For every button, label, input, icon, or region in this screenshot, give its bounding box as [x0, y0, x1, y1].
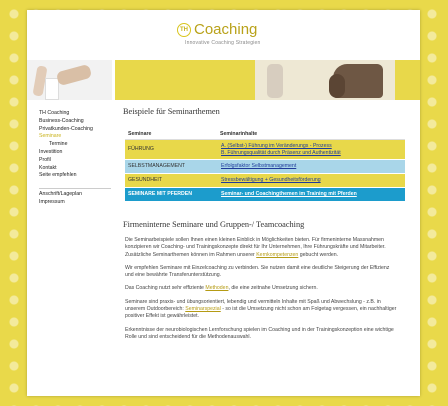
row-seminar-selbstmanagement: SELBSTMANAGEMENT: [128, 163, 186, 169]
nav-item-profil[interactable]: Profil: [39, 156, 51, 163]
nav-item-kontakt[interactable]: Kontakt: [39, 164, 57, 171]
nav-item-seminare[interactable]: Seminare: [39, 133, 62, 140]
link-fuehrung-b[interactable]: B. Führungsqualität durch Präsenz und Authentizität: [221, 150, 341, 156]
paragraph-text: Das Coaching nutzt sehr effiziente: [125, 285, 204, 292]
header: [27, 10, 420, 60]
link-seminarspezial[interactable]: Seminarspezial: [185, 306, 221, 313]
paragraph-text: , die eine zeitnahe Umsetzung sichern.: [228, 285, 318, 292]
paragraph: [125, 237, 399, 259]
sidebar-nav: [39, 110, 117, 207]
seminar-table: [125, 129, 405, 202]
nav-item-business-coaching[interactable]: Business-Coaching: [39, 117, 84, 124]
link-kernkompetenzen[interactable]: Kernkompetenzen: [256, 251, 299, 258]
col-header-inhalte: Seminarinhalte: [220, 131, 258, 137]
paragraph: Wir empfehlen Seminare mit Einzelcoaching zu verbinden. Sie nutzen damit eine deutliche Steigerung der Effizienz und eine bewährte Transferunterstützung.: [125, 264, 390, 279]
logo-tagline: Innovative Coaching Strategien: [185, 40, 261, 46]
paragraph-text: Seminare sind praxis- und übungsorientiert, lebendig und vermitteln Inhalte mit Spaß und Abwechslung - z.B. in unserem Outdoorbereich:: [125, 298, 381, 313]
col-header-seminare: Seminare: [128, 131, 152, 137]
link-methoden[interactable]: Methoden: [205, 285, 229, 292]
banner-handshake-image: [27, 60, 112, 100]
firm-paragraphs: [125, 237, 399, 347]
logo-mark-icon: TH: [177, 23, 191, 37]
link-selbstmanagement[interactable]: Erfolgsfaktor Selbstmanagement: [221, 163, 297, 169]
nav-item-privatkunden-coaching[interactable]: Privatkunden-Coaching: [39, 125, 93, 132]
table-row: [125, 140, 405, 160]
page-container: [27, 10, 420, 396]
row-seminar-gesundheit: GESUNDHEIT: [128, 177, 163, 183]
banner-horse-image: [255, 60, 395, 100]
seminar-heading: Beispiele für Seminarthemen: [123, 107, 220, 116]
paragraph: [125, 285, 399, 292]
table-header: [125, 129, 405, 140]
link-fuehrung-a[interactable]: A. (Selbst-) Führung im Veränderungs - Prozess: [221, 143, 332, 149]
table-row: [125, 188, 405, 202]
paragraph-text: gebucht werden.: [299, 251, 339, 258]
nav-item-th-coaching[interactable]: TH Coaching: [39, 110, 70, 116]
link-pferde[interactable]: Seminar- und Coachingthemen im Training mit Pferden: [221, 191, 357, 197]
banner-yellow-strip: [115, 60, 420, 100]
nav-item-seite-empfehlen[interactable]: Seite empfehlen: [39, 172, 77, 179]
firm-heading: Firmeninterne Seminare und Gruppen-/ Teamcoaching: [123, 220, 305, 229]
paragraph-text: - so ist die Umsetzung nicht schon am Folgetag vergessen, ein nachhaltiger positiver Effekt ist gewährleistet.: [125, 306, 397, 320]
paragraph: [125, 299, 399, 321]
nav-divider: [39, 188, 111, 189]
row-seminar-pferde: SEMINARE MIT PFERDEN: [128, 191, 192, 197]
nav-item-anschrift[interactable]: Anschrift/Lageplan: [39, 191, 82, 198]
row-seminar-fuehrung: FÜHRUNG: [128, 146, 154, 152]
paragraph: Erkenntnisse der neurobiologischen Lernforschung spielen im Coaching und in der Trainingskonzeption eine wichtige Rolle und sind entscheidend für die Methodenauswahl.: [125, 326, 394, 340]
logo-name: Coaching: [194, 21, 258, 38]
nav-item-impressum[interactable]: Impressum: [39, 198, 65, 205]
nav-item-termine[interactable]: Termine: [49, 141, 68, 148]
table-row: [125, 174, 405, 188]
link-gesundheit[interactable]: Stressbewältigung + Gesundheitsförderung: [221, 177, 321, 183]
header-banner: [27, 60, 420, 100]
paragraph-text: Die Seminarbeispiele sollen Ihnen einen kleinen Einblick in Möglichkeiten bieten. Für firmeninterne Massnahmen konzipieren wir Coaching- und Trainingskonzepte direkt für Ihr Unternehmen, Ihre Führungskräfte und Mitarbeiter. Zusätzliche Seminarthemen können im Rahmen unserer: [125, 237, 386, 258]
table-row: [125, 160, 405, 174]
nav-item-investition[interactable]: Investition: [39, 148, 63, 155]
